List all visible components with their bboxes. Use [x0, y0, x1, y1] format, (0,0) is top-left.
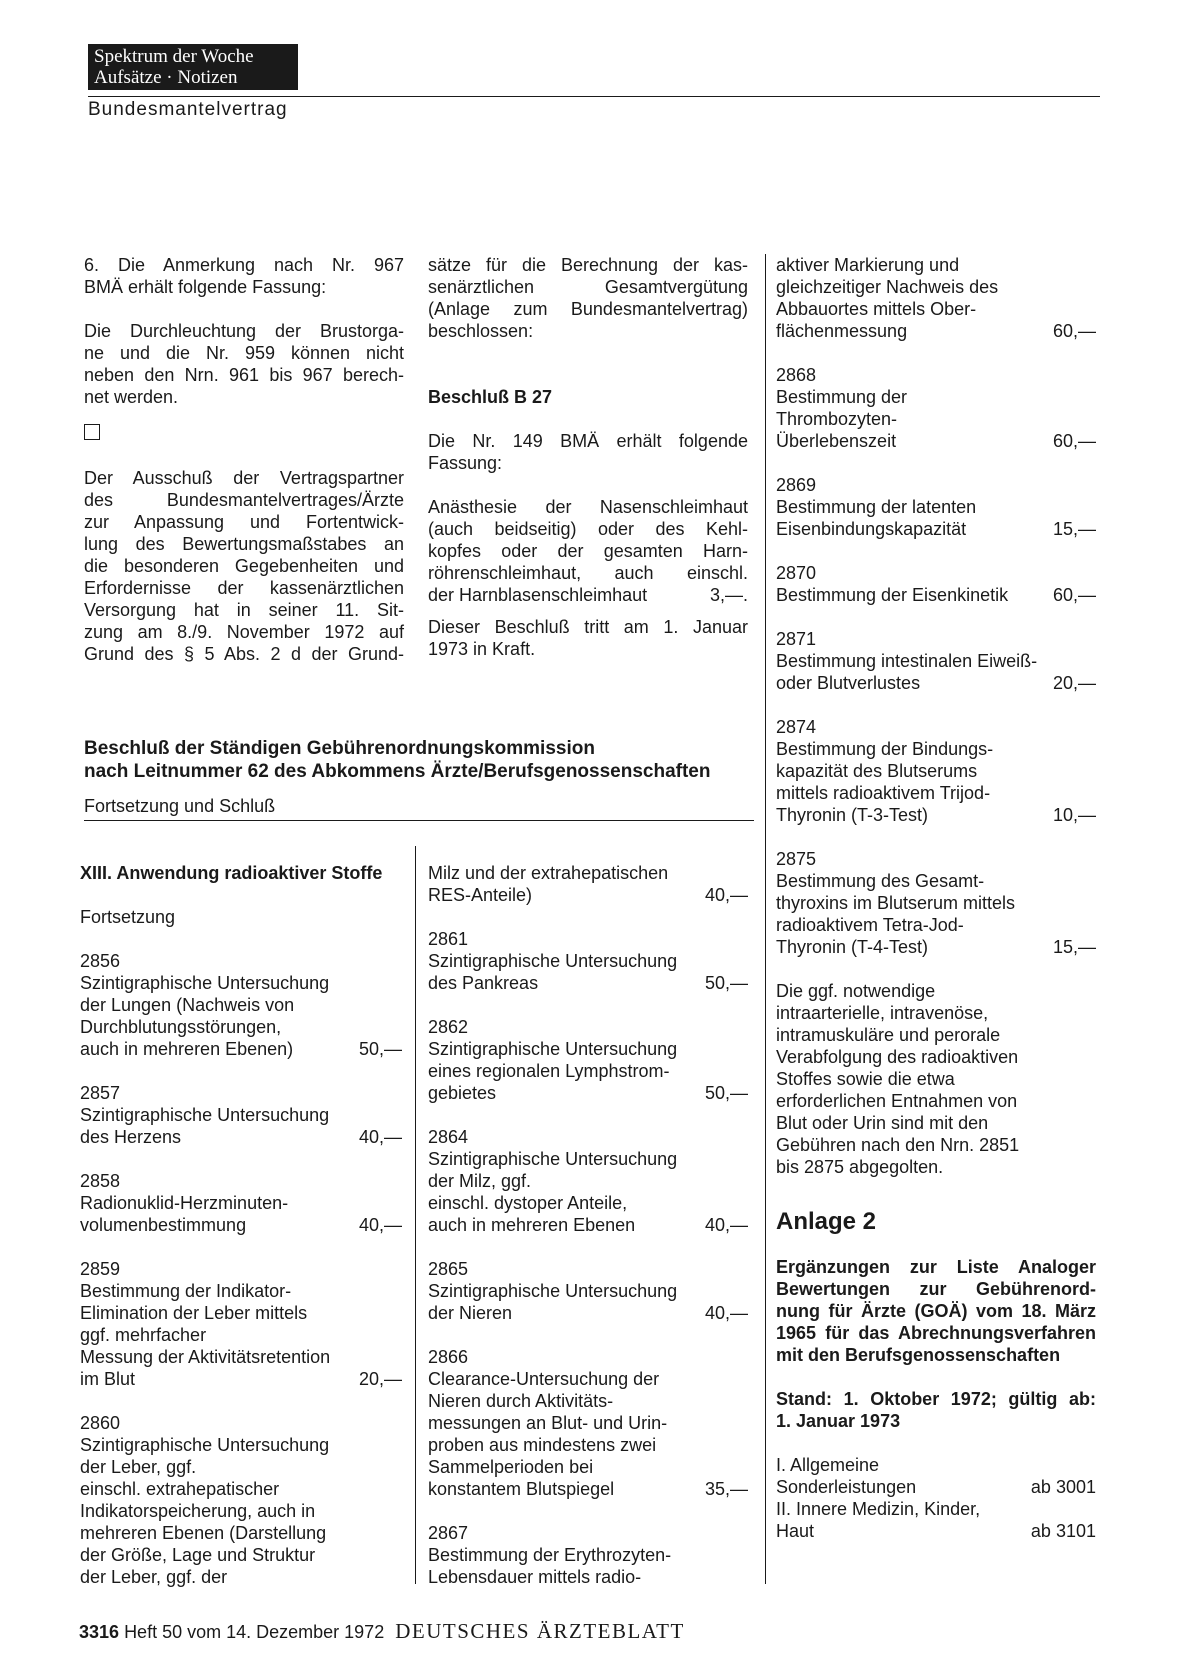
text-line: radioaktivem Tetra-Jod- — [776, 915, 964, 935]
text-line: einschl. dystoper Anteile, — [428, 1193, 628, 1213]
text-line: kapazität des Blutserums — [776, 761, 978, 781]
text-line: Durchblutungsstörungen, — [80, 1017, 282, 1037]
entry-number: 2867 — [428, 1523, 469, 1543]
chapter-heading: XIII. Anwendung radioaktiver Stoffe — [80, 863, 383, 883]
text-line: Bestimmung der Bindungs- — [776, 739, 994, 759]
col2-bottom — [428, 862, 748, 1588]
fee-row — [80, 1368, 402, 1390]
entry-number: 2875 — [776, 849, 817, 869]
text-line: Szintigraphische Untersuchung — [80, 1435, 330, 1455]
text-line: Stoffes sowie die etwa — [776, 1069, 955, 1089]
fee-value: 60,— — [1052, 431, 1096, 451]
text-line: Stand: 1. Oktober 1972; gültig ab: — [776, 1389, 1096, 1409]
text-line: RES-Anteile) — [428, 885, 533, 905]
text-line: der Leber, ggf. — [80, 1457, 197, 1477]
text-line: konstantem Blutspiegel — [428, 1479, 615, 1499]
text-line: röhrenschleimhaut, auch einschl. — [428, 563, 748, 583]
column-rule — [765, 254, 766, 1584]
fee-row — [428, 884, 748, 906]
fee-row — [428, 584, 748, 606]
text-line: gebietes — [428, 1083, 497, 1103]
fee-row — [776, 1476, 1096, 1498]
text-line: oder Blutverlustes — [776, 673, 921, 693]
fee-value: 60,— — [1052, 585, 1096, 605]
text-line: BMÄ erhält folgende Fassung: — [84, 277, 327, 297]
fee-row — [80, 1038, 402, 1060]
entry-number: 2866 — [428, 1347, 469, 1367]
text-line: Szintigraphische Untersuchung — [428, 951, 678, 971]
masthead — [88, 44, 298, 90]
entry-number: 2857 — [80, 1083, 121, 1103]
col3 — [776, 254, 1096, 1542]
text-line: Haut — [776, 1521, 815, 1541]
text-line: beschlossen: — [428, 321, 534, 341]
text-line: einschl. extrahepatischer — [80, 1479, 280, 1499]
text-line: Sammelperioden bei — [428, 1457, 594, 1477]
text-line: die besonderen Gegebenheiten und — [84, 556, 404, 576]
fee-value: 10,— — [1052, 805, 1096, 825]
beschluss-heading: Beschluß B 27 — [428, 387, 553, 407]
text-line: Grund des § 5 Abs. 2 d der Grund- — [84, 644, 404, 664]
page-footer — [79, 1620, 685, 1643]
text-line: Eisenbindungskapazität — [776, 519, 967, 539]
text-line: Bestimmung der — [776, 387, 908, 407]
fee-row — [776, 672, 1096, 694]
text-line: messungen an Blut- und Urin- — [428, 1413, 668, 1433]
text-line: Szintigraphische Untersuchung — [428, 1039, 678, 1059]
text-line: Dieser Beschluß tritt am 1. Januar — [428, 617, 748, 637]
entry-number: 2861 — [428, 929, 469, 949]
text-line: mittels radioaktivem Trijod- — [776, 783, 991, 803]
fee-value: 35,— — [704, 1479, 748, 1499]
text-line: I. Allgemeine — [776, 1455, 880, 1475]
text-line: Bestimmung intestinalen Eiweiß- — [776, 651, 1038, 671]
fee-row — [428, 1082, 748, 1104]
fee-value: 20,— — [358, 1369, 402, 1389]
text-line: Milz und der extrahepatischen — [428, 863, 669, 883]
fee-row — [776, 1520, 1096, 1542]
text-line: ggf. mehrfacher — [80, 1325, 207, 1345]
entry-number: 2870 — [776, 563, 817, 583]
text-line: der Leber, ggf. der — [80, 1567, 228, 1587]
text-line: senärztlichen Gesamtvergütung — [428, 277, 748, 297]
text-line: eines regionalen Lymphstrom- — [428, 1061, 670, 1081]
fee-value: ab 3101 — [1030, 1521, 1096, 1541]
fee-value: 40,— — [704, 1303, 748, 1323]
text-line: Bestimmung der Erythrozyten- — [428, 1545, 672, 1565]
text-line: der Milz, ggf. — [428, 1171, 532, 1191]
text-line: des Bundesmantelvertrages/Ärzte — [84, 490, 404, 510]
text-line: Szintigraphische Untersuchung — [428, 1281, 678, 1301]
fee-row — [776, 584, 1096, 606]
fee-row — [80, 1214, 402, 1236]
fee-row — [776, 804, 1096, 826]
text-line: auch in mehreren Ebenen — [428, 1215, 636, 1235]
magazine-name: DEUTSCHES ÄRZTEBLATT — [395, 1619, 685, 1643]
text-line: neben den Nrn. 961 bis 967 berech- — [84, 365, 404, 385]
text-line: Versorgung hat in seiner 11. Sit- — [84, 600, 404, 620]
text-line: Bestimmung der Indikator- — [80, 1281, 292, 1301]
fee-row — [428, 1214, 748, 1236]
text-line: net werden. — [84, 387, 179, 407]
text-line: Ergänzungen zur Liste Analoger — [776, 1257, 1096, 1277]
text-line: aktiver Markierung und — [776, 255, 960, 275]
fee-value: 50,— — [704, 1083, 748, 1103]
text-line: Die Durchleuchtung der Brustorga- — [84, 321, 404, 341]
text-line: im Blut — [80, 1369, 136, 1389]
text-line: Bewertungen zur Gebührenord- — [776, 1279, 1096, 1299]
text-line: Messung der Aktivitätsretention — [80, 1347, 331, 1367]
text-line: Clearance-Untersuchung der — [428, 1369, 660, 1389]
text-line: der Lungen (Nachweis von — [80, 995, 295, 1015]
entry-number: 2869 — [776, 475, 817, 495]
entry-number: 2862 — [428, 1017, 469, 1037]
entry-number: 2868 — [776, 365, 817, 385]
kommission-title-line-1: Beschluß der Ständigen Gebührenordnungskommission — [84, 738, 595, 759]
fee-row — [776, 518, 1096, 540]
text-line: der Nieren — [428, 1303, 513, 1323]
text-line: der Größe, Lage und Struktur — [80, 1545, 316, 1565]
text-line: volumenbestimmung — [80, 1215, 247, 1235]
text-line: Bestimmung des Gesamt- — [776, 871, 985, 891]
masthead-line-2: Aufsätze · Notizen — [94, 67, 238, 88]
masthead-line-1: Spektrum der Woche — [94, 46, 254, 67]
kommission-block — [84, 737, 764, 817]
text-line: intramuskuläre und perorale — [776, 1025, 1001, 1045]
text-line: zur Anpassung und Fortentwick- — [84, 512, 404, 532]
fee-row — [776, 320, 1096, 342]
col1-bottom — [80, 862, 402, 1588]
text-line: Radionuklid-Herzminuten- — [80, 1193, 289, 1213]
text-line: Verabfolgung des radioaktiven — [776, 1047, 1019, 1067]
fee-value: 40,— — [358, 1127, 402, 1147]
fee-value: 50,— — [704, 973, 748, 993]
text-line: Thyronin (T-3-Test) — [776, 805, 929, 825]
text-line: Abbauortes mittels Ober- — [776, 299, 977, 319]
entry-number: 2865 — [428, 1259, 469, 1279]
text-line: ne und die Nr. 959 können nicht — [84, 343, 404, 363]
text-line: Der Ausschuß der Vertragspartner — [84, 468, 404, 488]
fee-value: 40,— — [704, 885, 748, 905]
fee-value: 60,— — [1052, 321, 1096, 341]
text-line: Anästhesie der Nasenschleimhaut — [428, 497, 748, 517]
entry-number: 2859 — [80, 1259, 121, 1279]
text-line: Indikatorspeicherung, auch in — [80, 1501, 316, 1521]
text-line: Bestimmung der Eisenkinetik — [776, 585, 1009, 605]
col2-top — [428, 254, 748, 660]
anlage-heading: Anlage 2 — [776, 1208, 877, 1235]
fee-row — [80, 1126, 402, 1148]
end-mark-square-icon — [84, 424, 100, 440]
text-line: Thyronin (T-4-Test) — [776, 937, 929, 957]
text-line: der Harnblasenschleimhaut — [428, 585, 648, 605]
kommission-title-line-2: nach Leitnummer 62 des Abkommens Ärzte/Berufsgenossenschaften — [84, 761, 711, 782]
section-title: Bundesmantelvertrag — [88, 99, 288, 120]
fee-value: 40,— — [358, 1215, 402, 1235]
text-line: (Anlage zum Bundesmantelvertrag) — [428, 299, 748, 319]
text-line: 6. Die Anmerkung nach Nr. 967 — [84, 255, 404, 275]
text-line: bis 2875 abgegolten. — [776, 1157, 944, 1177]
text-line: proben aus mindestens zwei — [428, 1435, 657, 1455]
column-rule — [415, 846, 416, 1584]
text-line: Die Nr. 149 BMÄ erhält folgende — [428, 431, 748, 451]
text-line: Blut oder Urin sind mit den — [776, 1113, 989, 1133]
fee-row — [776, 430, 1096, 452]
page-number: 3316 — [79, 1622, 120, 1642]
fee-value: ab 3001 — [1030, 1477, 1096, 1497]
text-line: 1965 für das Abrechnungsverfahren — [776, 1323, 1096, 1343]
text-line: II. Innere Medizin, Kinder, — [776, 1499, 981, 1519]
fee-row — [428, 1478, 748, 1500]
text-line: thyroxins im Blutserum mittels — [776, 893, 1016, 913]
fee-value: 50,— — [358, 1039, 402, 1059]
text-line: intraarterielle, intravenöse, — [776, 1003, 989, 1023]
text-line: des Herzens — [80, 1127, 182, 1147]
text-line: zung am 8./9. November 1972 auf — [84, 622, 404, 642]
fee-value: 3,—. — [709, 585, 748, 605]
text-line: auch in mehreren Ebenen) — [80, 1039, 294, 1059]
entry-number: 2874 — [776, 717, 817, 737]
text-line: Elimination der Leber mittels — [80, 1303, 308, 1323]
text-line: 1. Januar 1973 — [776, 1411, 901, 1431]
fee-value: 20,— — [1052, 673, 1096, 693]
kommission-subtitle: Fortsetzung und Schluß — [84, 796, 276, 816]
entry-number: 2864 — [428, 1127, 469, 1147]
text-line: erforderlichen Entnahmen von — [776, 1091, 1018, 1111]
fee-row — [776, 936, 1096, 958]
text-line: Erfordernisse der kassenärztlichen — [84, 578, 404, 598]
text-line: gleichzeitiger Nachweis des — [776, 277, 999, 297]
text-line: Nieren durch Aktivitäts- — [428, 1391, 614, 1411]
fee-row — [428, 1302, 748, 1324]
fee-value: 15,— — [1052, 937, 1096, 957]
text-line: Szintigraphische Untersuchung — [80, 973, 330, 993]
fee-value: 40,— — [704, 1215, 748, 1235]
entry-number: 2856 — [80, 951, 121, 971]
text-line: Überlebenszeit — [776, 431, 897, 451]
header-rule — [88, 96, 1100, 97]
text-line: Fassung: — [428, 453, 503, 473]
text-line: Bestimmung der latenten — [776, 497, 977, 517]
text-line: Sonderleistungen — [776, 1477, 917, 1497]
text-line: kopfes oder der gesamten Harn- — [428, 541, 748, 561]
fee-row — [428, 972, 748, 994]
text-line: 1973 in Kraft. — [428, 639, 536, 659]
text-line: (auch beidseitig) oder des Kehl- — [428, 519, 748, 539]
entry-number: 2858 — [80, 1171, 121, 1191]
text-line: nung für Ärzte (GOÄ) vom 18. März — [776, 1301, 1096, 1321]
text-line: sätze für die Berechnung der kas- — [428, 255, 748, 275]
text-line: des Pankreas — [428, 973, 539, 993]
text-line: mit den Berufsgenossenschaften — [776, 1345, 1061, 1365]
text-line: Lebensdauer mittels radio- — [428, 1567, 642, 1587]
col1-top — [84, 254, 404, 665]
text-line: Gebühren nach den Nrn. 2851 — [776, 1135, 1020, 1155]
issue-info: Heft 50 vom 14. Dezember 1972 — [124, 1622, 385, 1642]
text-line: mehreren Ebenen (Darstellung — [80, 1523, 327, 1543]
text-line: Die ggf. notwendige — [776, 981, 936, 1001]
text-line: Szintigraphische Untersuchung — [428, 1149, 678, 1169]
text-line: Szintigraphische Untersuchung — [80, 1105, 330, 1125]
entry-number: 2871 — [776, 629, 817, 649]
fee-value: 15,— — [1052, 519, 1096, 539]
text-line: flächenmessung — [776, 321, 908, 341]
text-line: lung des Bewertungsmaßstabes an — [84, 534, 404, 554]
text-line: Fortsetzung — [80, 907, 176, 927]
section-rule — [84, 820, 754, 821]
entry-number: 2860 — [80, 1413, 121, 1433]
text-line: Thrombozyten- — [776, 409, 898, 429]
